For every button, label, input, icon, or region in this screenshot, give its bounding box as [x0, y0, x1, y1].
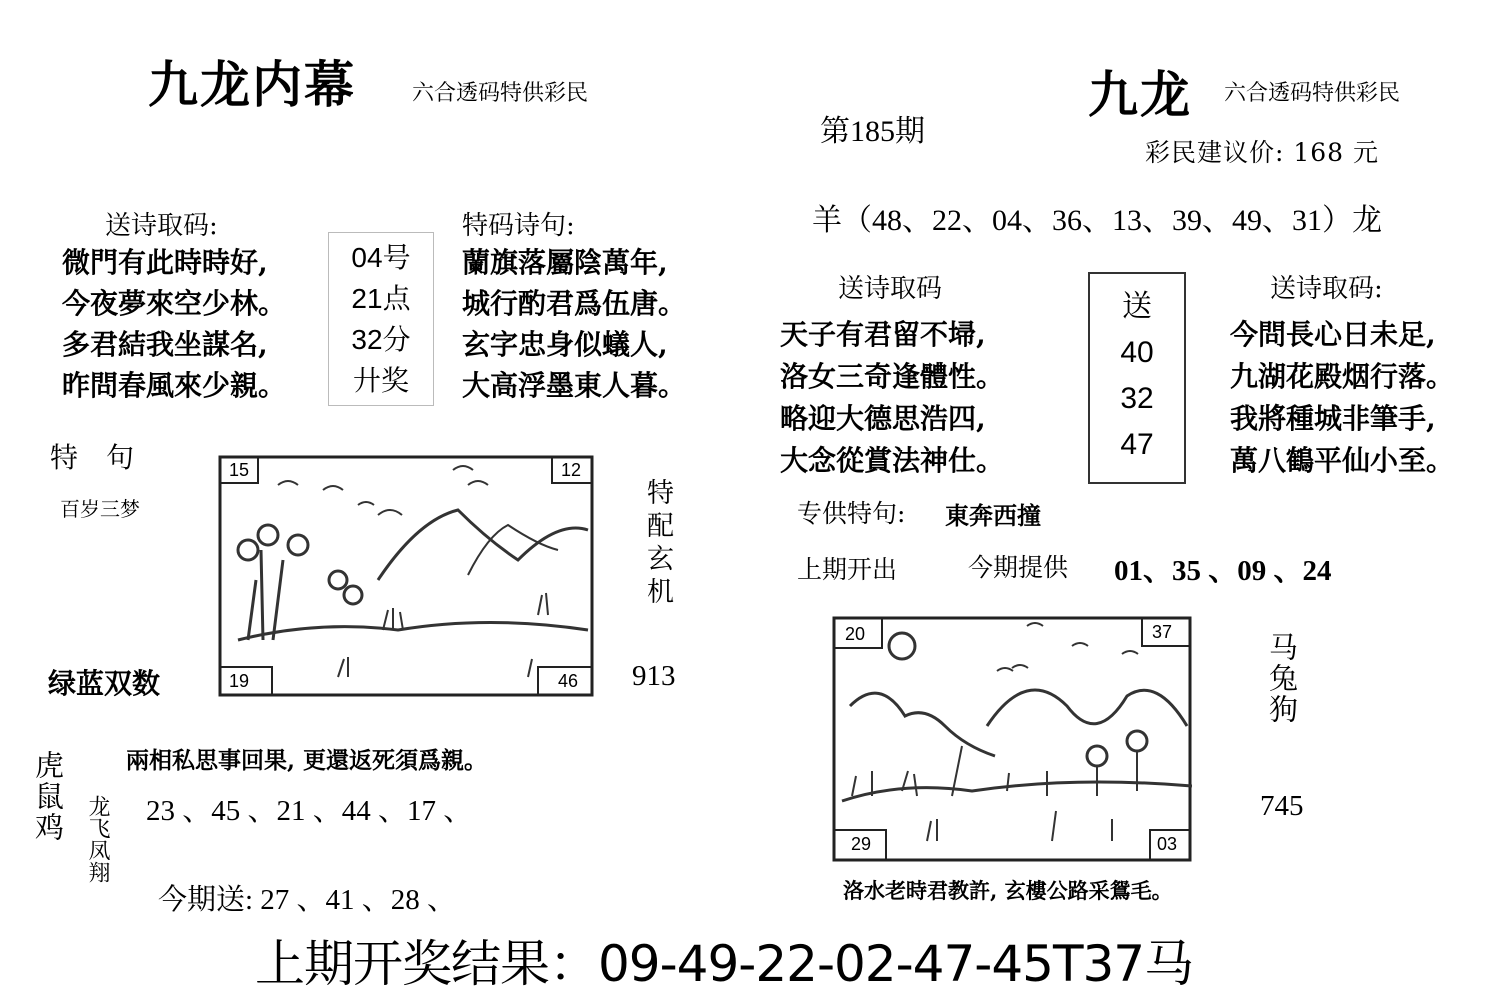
- left-verse: 兩相私思事回果, 更還返死須爲親。: [126, 747, 488, 774]
- left-landscape-illustration: [218, 455, 594, 700]
- poem-line: 蘭旗落屬陰萬年,: [462, 246, 668, 279]
- center-box-item: 04号: [351, 242, 411, 273]
- left-center-box: [328, 232, 434, 406]
- left-corner-tl: 15: [229, 460, 250, 480]
- special-header: 特码诗句:: [462, 211, 575, 241]
- green-blue-label: 绿蓝双数: [48, 668, 161, 699]
- poem-line: 昨問春風來少親。: [62, 369, 287, 402]
- poem-line: 萬八鶴平仙小至。: [1230, 444, 1455, 477]
- left-corner-br: 46: [558, 671, 579, 691]
- right-corner-br: 03: [1157, 834, 1178, 854]
- right-corner-bl: 29: [851, 834, 872, 854]
- provide-label: 今期提供: [968, 553, 1069, 582]
- right-corner-tl: 20: [845, 624, 866, 644]
- box-item: 送: [1122, 290, 1152, 323]
- right-landscape-illustration: [832, 616, 1192, 864]
- box-item: 40: [1120, 336, 1154, 369]
- right-vertical-animals: 马兔狗: [1265, 632, 1299, 725]
- right-poem-left: [780, 314, 1004, 482]
- left-right-number: 913: [632, 660, 676, 692]
- center-box-item: 32分: [351, 324, 411, 355]
- right-verse: 洛水老時君教許, 玄樓公路采鴛毛。: [843, 878, 1173, 903]
- issue-number: 第185期: [820, 115, 925, 148]
- right-poem-header-left: 送诗取码: [838, 274, 943, 304]
- left-corner-bl: 19: [229, 671, 250, 691]
- poem-line: 我將種城非筆手,: [1230, 402, 1436, 435]
- provide-numbers: 01、35 、09 、24: [1114, 555, 1332, 587]
- te-ju-label: 特 句: [50, 441, 135, 474]
- poem-line: 玄字忠身似蟻人,: [462, 328, 668, 361]
- left-vertical-animals: 虎鼠鸡: [31, 750, 65, 843]
- poem-line: 大念從賞法神仕。: [780, 444, 1005, 477]
- right-title: 九龙: [1088, 65, 1192, 124]
- left-today-send: 今期送: 27 、41 、28 、: [158, 884, 457, 916]
- poem-line: 略迎大德思浩四,: [780, 402, 986, 435]
- poem-line: 今問長心日未足,: [1230, 318, 1436, 351]
- right-subtitle: 六合透码特供彩民: [1224, 81, 1401, 106]
- left-title: 九龙内幕: [148, 55, 356, 114]
- right-center-box: [1088, 272, 1186, 484]
- right-poem-header-right: 送诗取码:: [1270, 274, 1383, 304]
- poem-line: 今夜夢來空少林。: [62, 287, 287, 320]
- poem-line: 微門有此時時好,: [62, 246, 268, 279]
- poem-line: 大高浮墨東人暮。: [462, 369, 687, 402]
- left-poem: [62, 242, 286, 406]
- last-draw-result: 上期开奖结果：09-49-22-02-47-45T37马: [255, 935, 1194, 993]
- last-issue-label: 上期开出: [797, 555, 898, 584]
- center-box-item: 廾奖: [352, 365, 409, 396]
- center-box-item: 21点: [351, 283, 411, 314]
- left-corner-tr: 12: [561, 460, 582, 480]
- left-subtitle: 六合透码特供彩民: [412, 81, 589, 106]
- right-right-number: 745: [1260, 790, 1304, 822]
- box-item: 47: [1120, 428, 1154, 461]
- left-vertical-phrase: 龙飞凤翔: [85, 795, 110, 883]
- price: 彩民建议价: 168 元: [1145, 138, 1380, 167]
- left-vertical-text: 特配玄机: [642, 478, 673, 610]
- right-poem-right: [1230, 314, 1454, 482]
- left-poem-header: 送诗取码:: [105, 211, 218, 241]
- sheep-line: 羊（48、22、04、36、13、39、49、31）龙: [812, 204, 1382, 237]
- left-numbers-line: 23 、45 、21 、44 、17 、: [146, 795, 473, 827]
- right-corner-tr: 37: [1152, 622, 1173, 642]
- poem-line: 天子有君留不埽,: [780, 318, 986, 351]
- poem-line: 城行酌君爲伍唐。: [462, 287, 687, 320]
- special-label: 专供特句:: [797, 499, 906, 528]
- poem-line: 洛女三奇逢體性。: [780, 360, 1005, 393]
- te-ju-value: 百岁三梦: [60, 497, 140, 521]
- poem-line: 多君結我坐謀名,: [62, 328, 268, 361]
- special-value: 東奔西撞: [945, 501, 1041, 530]
- box-item: 32: [1120, 382, 1154, 415]
- special-poem: [462, 242, 686, 406]
- poem-line: 九湖花殿烟行落。: [1230, 360, 1455, 393]
